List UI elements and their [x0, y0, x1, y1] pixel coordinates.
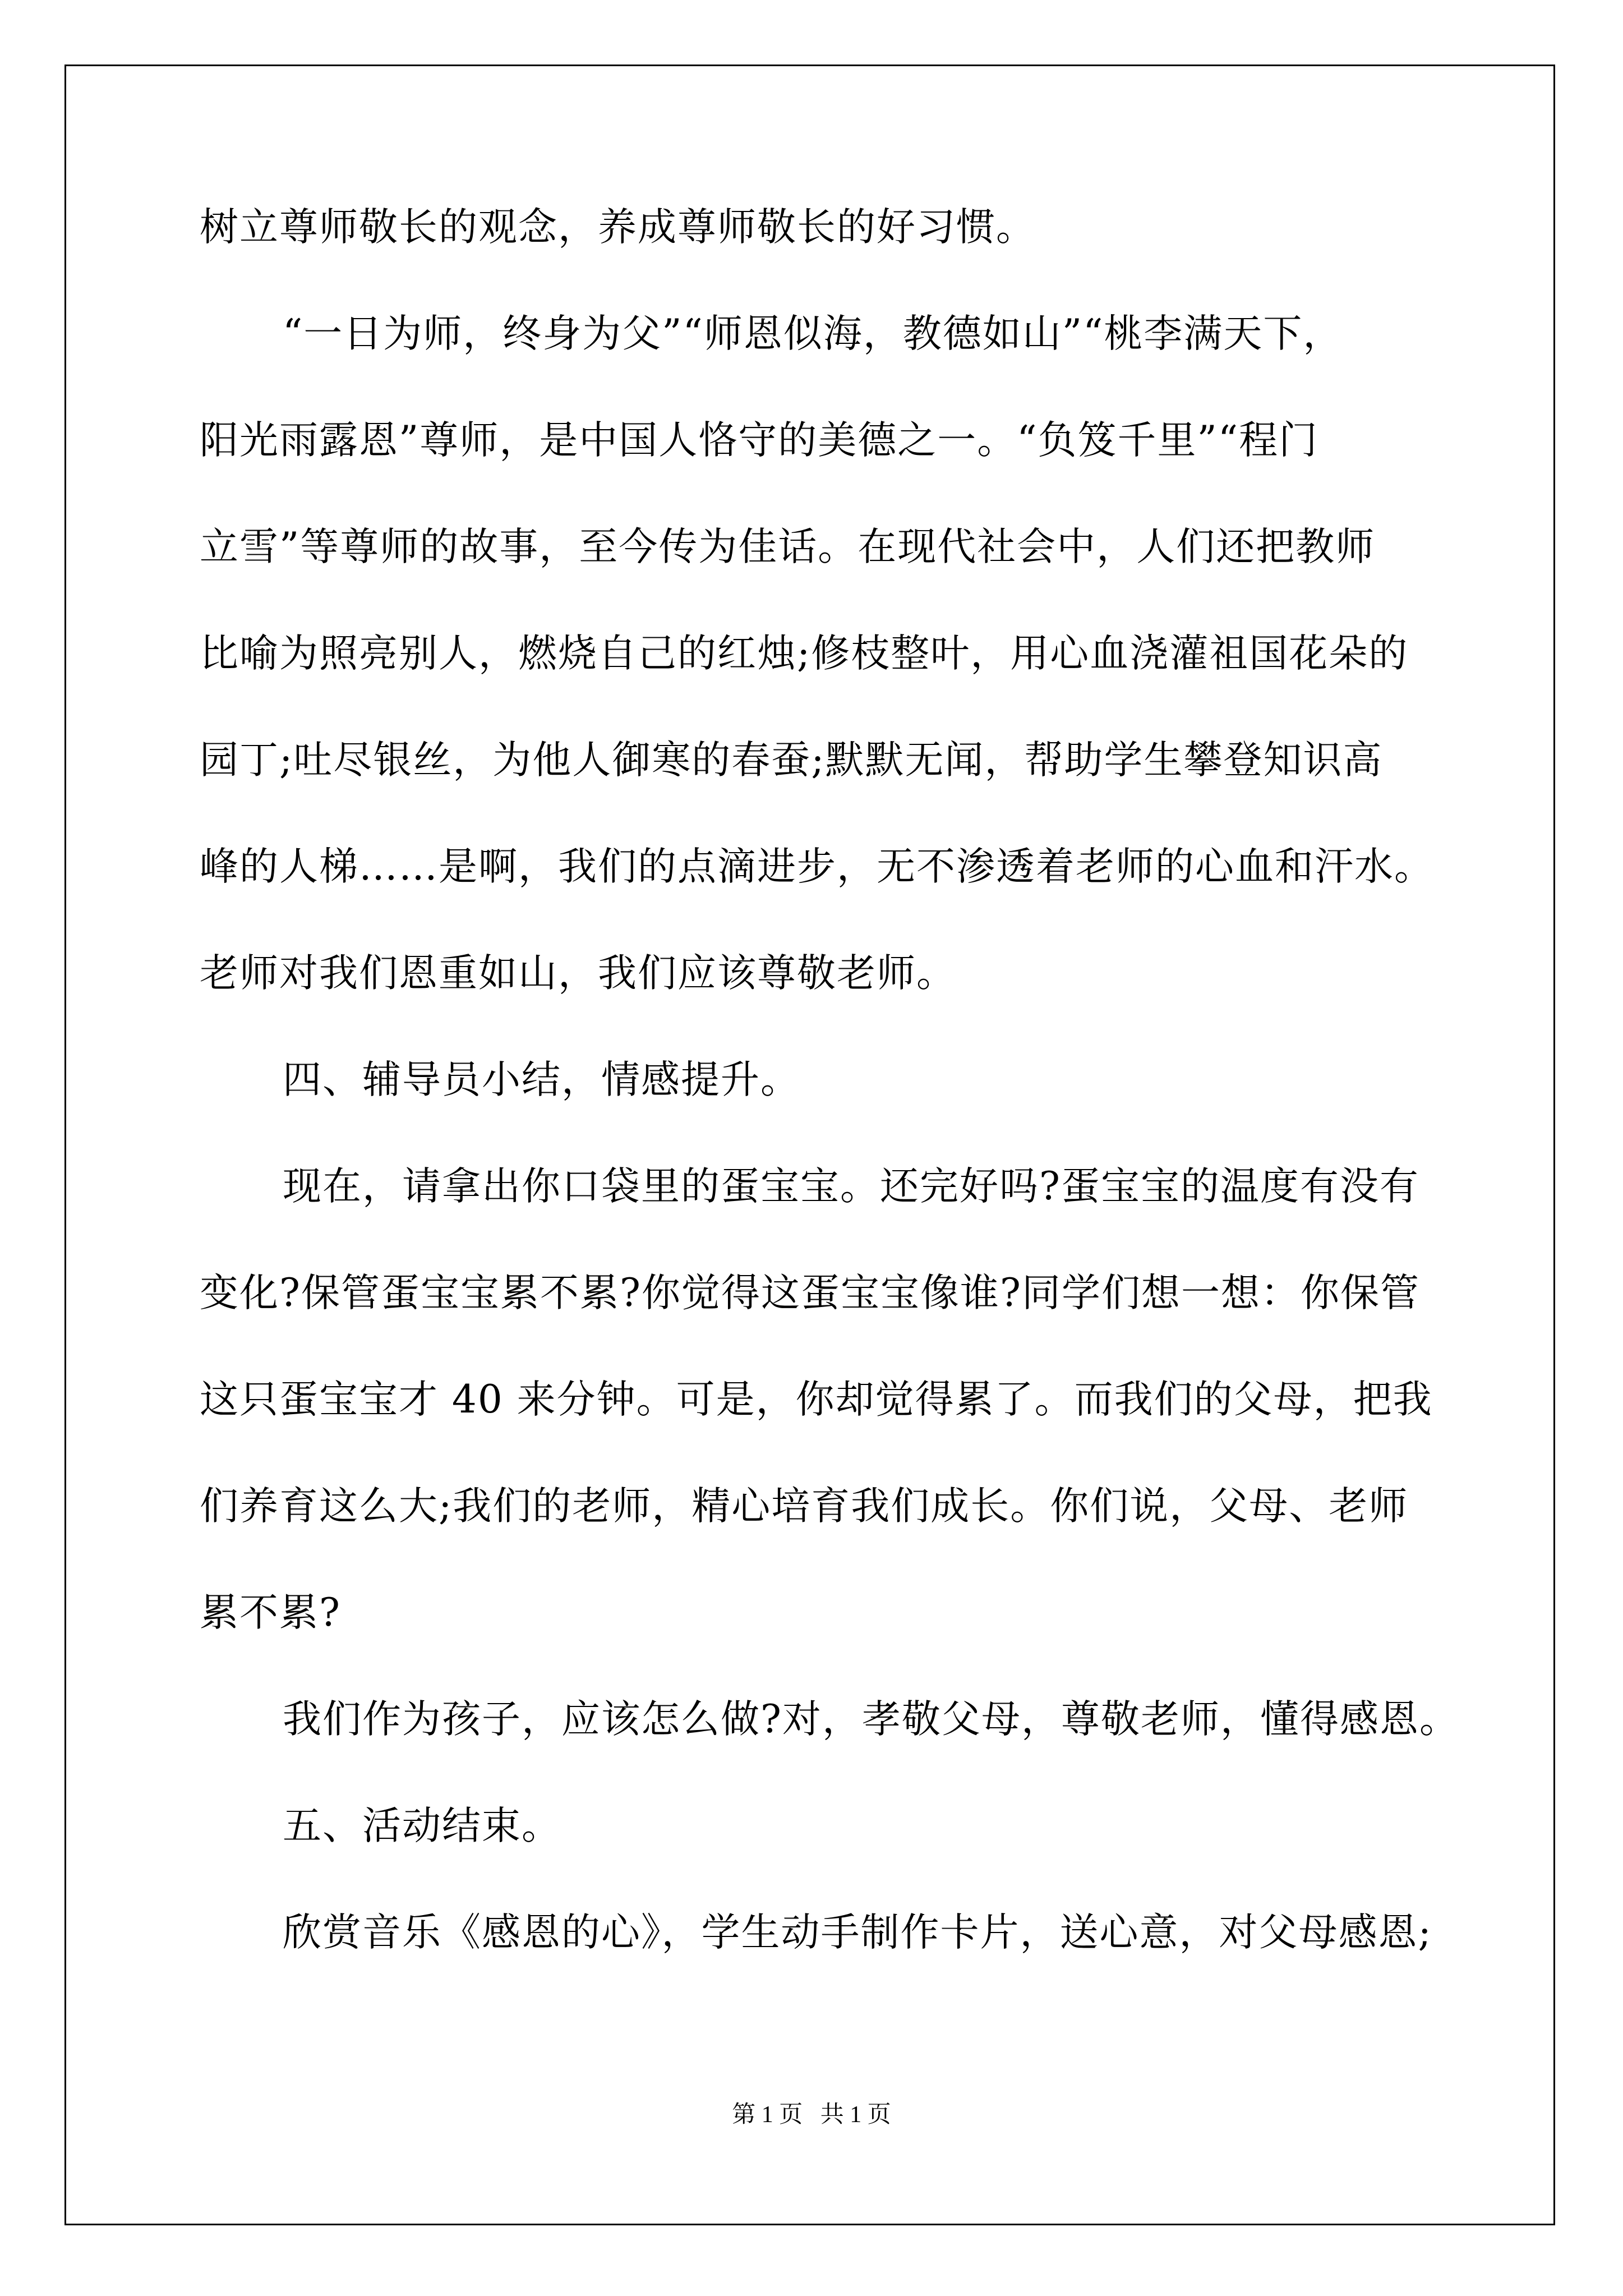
text-line: 园丁;吐尽银丝，为他人御寒的春蚕;默默无闻，帮助学生攀登知识高 — [200, 738, 1383, 783]
text-line: 累不累? — [200, 1590, 341, 1635]
text-line: 这只蛋宝宝才 40 来分钟。可是，你却觉得累了。而我们的父母，把我 — [200, 1377, 1433, 1422]
text-line: 树立尊师敬长的观念，养成尊师敬长的好习惯。 — [200, 205, 1036, 250]
section-heading: 四、辅导员小结，情感提升。 — [283, 1057, 800, 1102]
page-total: 共 1 页 — [820, 2102, 891, 2128]
text-line: 阳光雨露恩”尊师，是中国人恪守的美德之一。“负笈千里”“程门 — [200, 418, 1319, 463]
text-line: 立雪”等尊师的故事，至今传为佳话。在现代社会中，人们还把教师 — [200, 524, 1376, 569]
text-line: 老师对我们恩重如山，我们应该尊敬老师。 — [200, 951, 956, 996]
section-heading: 五、活动结束。 — [283, 1803, 561, 1848]
paragraph-line: 现在，请拿出你口袋里的蛋宝宝。还完好吗?蛋宝宝的温度有没有 — [283, 1164, 1419, 1209]
page-number: 第 1 页 — [732, 2102, 803, 2128]
text-line: 峰的人梯……是啊，我们的点滴进步，无不渗透着老师的心血和汗水。 — [200, 844, 1434, 889]
text-line: 比喻为照亮别人，燃烧自己的红烛;修枝整叶，用心血浇灌祖国花朵的 — [200, 631, 1409, 676]
page-footer — [0, 2101, 1623, 2129]
text-line: 们养育这么大;我们的老师，精心培育我们成长。你们说，父母、老师 — [200, 1484, 1409, 1529]
paragraph-line: 我们作为孩子，应该怎么做?对，孝敬父母，尊敬老师，懂得感恩。 — [283, 1697, 1459, 1742]
text-line: 变化?保管蛋宝宝累不累?你觉得这蛋宝宝像谁?同学们想一想：你保管 — [200, 1271, 1420, 1315]
paragraph-line: 欣赏音乐《感恩的心》，学生动手制作卡片，送心意，对父母感恩; — [283, 1910, 1432, 1955]
page-border — [64, 65, 1555, 2225]
paragraph-line: “一日为师，终身为父”“师恩似海，教德如山”“桃李满天下， — [283, 311, 1343, 356]
